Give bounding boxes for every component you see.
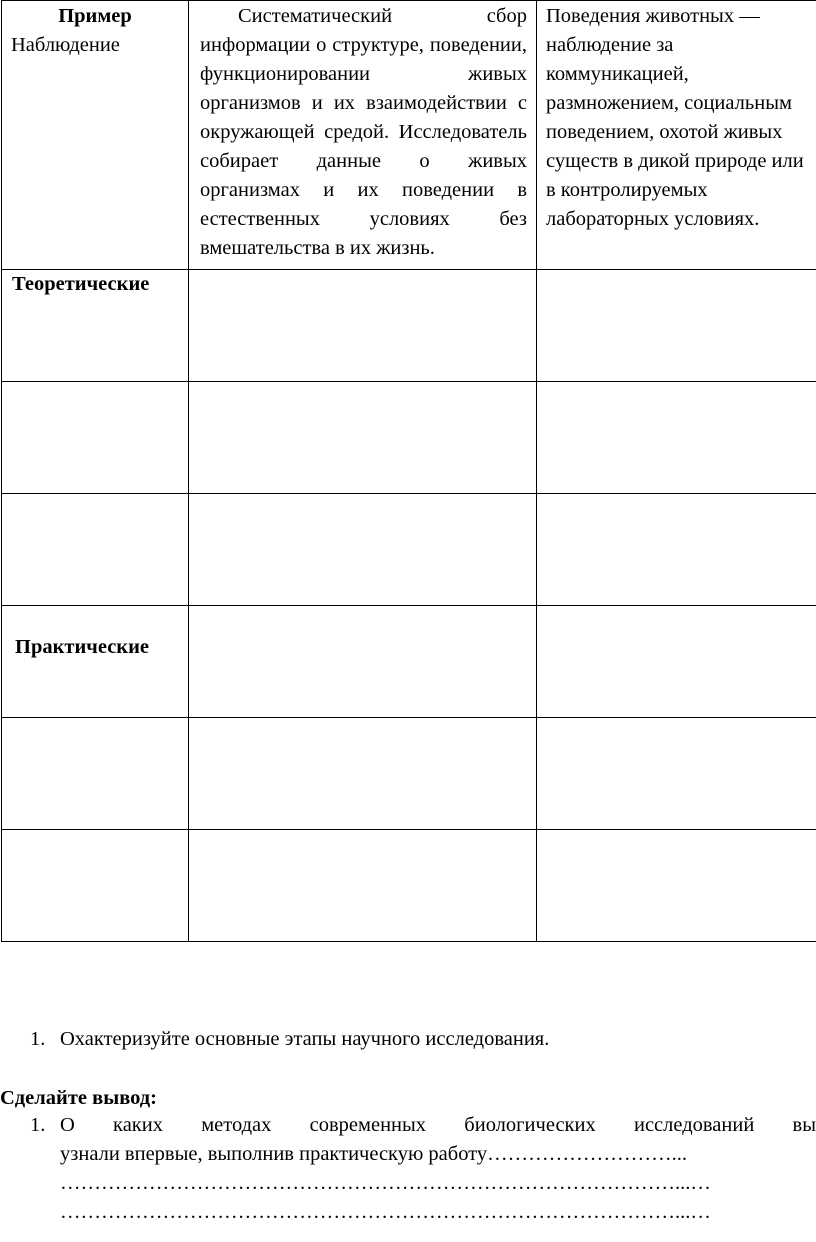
task-number: 1. [30,1028,46,1050]
table-row [2,270,816,382]
empty-cell[interactable] [189,382,537,494]
empty-cell[interactable] [2,718,189,830]
group-cell-theoretical [2,270,189,382]
empty-cell[interactable] [189,606,537,718]
answer-dotted-line[interactable]: ………………………………………………………………………………...… [60,1172,711,1194]
question-number: 1. [30,1114,46,1136]
list-item [30,1025,810,1054]
empty-cell[interactable] [2,494,189,606]
header-cell-method [2,1,189,270]
header-cell-definition [189,1,537,270]
question-text-line-2: узнали впервые, выполнив практическую работу………………………... [60,1143,687,1165]
empty-cell[interactable] [189,494,537,606]
empty-cell[interactable] [537,270,816,382]
empty-cell[interactable] [537,606,816,718]
observation-example: Поведения животных — наблюдение за коммуникацией, размножением, социальным поведением, охотой живых существ в дикой природе или в контролируемых лабораторных условиях. [546,5,804,230]
column-title-example: Пример [58,5,132,27]
empty-cell[interactable] [2,382,189,494]
conclusion-questions [30,1111,816,1227]
table-row [2,606,816,718]
observation-definition: Систематический сбор информации о структуре, поведении, функционировании живых организмов и их взаимодействии с окружающей средой. Исследователь собирает данные о живых организмах и их поведении в естественных условиях без вмешательства в их жизнь. [200,5,527,259]
table-header-row [2,1,816,270]
group-cell-practical [2,606,189,718]
task-text: Охактеризуйте основные этапы научного исследования. [60,1028,550,1050]
empty-cell[interactable] [537,382,816,494]
header-cell-example [537,1,816,270]
group-label-theoretical: Теоретические [12,273,150,295]
table-row [2,382,816,494]
empty-cell[interactable] [189,830,537,942]
empty-cell[interactable] [189,270,537,382]
group-label-practical: Практические [15,636,150,658]
question-text-line-1: О каких методах современных биологических исследований вы [60,1114,816,1136]
table-row [2,830,816,942]
empty-cell[interactable] [189,718,537,830]
research-methods-table [1,0,816,942]
table-row [2,494,816,606]
list-item [30,1111,816,1227]
conclusion-heading: Сделайте вывод: [0,1087,157,1109]
table-row [2,718,816,830]
empty-cell[interactable] [537,830,816,942]
empty-cell[interactable] [537,494,816,606]
answer-dotted-line[interactable]: ………………………………………………………………………………...… [60,1201,711,1223]
task-list [30,1025,810,1054]
method-name-observation: Наблюдение [11,34,120,56]
empty-cell[interactable] [537,718,816,830]
empty-cell[interactable] [2,830,189,942]
